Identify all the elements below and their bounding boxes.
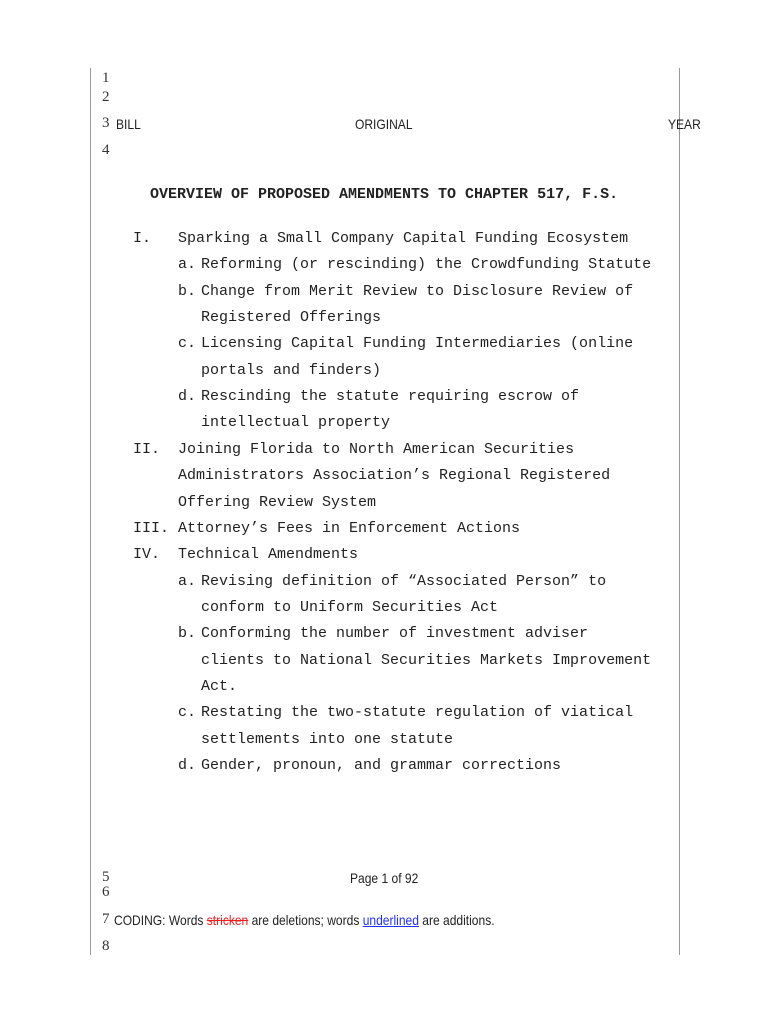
outline-marker: b. [178,282,197,300]
right-margin-line [679,68,680,955]
outline-marker: I. [133,230,152,247]
outline-marker: a. [178,572,197,590]
outline-item-text: Registered Offerings [201,309,382,327]
outline-marker: III. [133,519,170,537]
outline-item-text: settlements into one statute [201,730,454,748]
line-number: 3 [102,115,110,131]
outline-item-text: Sparking a Small Company Capital Funding Ecosystem [178,230,629,247]
outline-item-text: conform to Uniform Securities Act [201,598,499,616]
outline-marker: c. [178,335,197,353]
outline-item-text: intellectual property [201,414,391,432]
outline-marker: b. [178,625,197,643]
outline-marker: c. [178,704,197,722]
line-number: 4 [102,142,110,158]
header-bill: BILL [116,116,141,132]
stricken-example: stricken [206,912,249,928]
outline-item-text: portals and finders) [201,361,382,379]
coding-mid: are deletions; words [248,912,363,928]
outline-item-text: Joining Florida to North American Securities [178,440,575,458]
outline-item-text: Reforming (or rescinding) the Crowdfunding Statute [201,256,652,274]
line-number: 5 [102,869,110,885]
left-margin-line [90,68,91,955]
outline-item-text: Act. [201,677,238,695]
outline-marker: IV. [133,546,161,564]
line-number: 2 [102,89,110,105]
outline-item-text: clients to National Securities Markets Improvement [201,651,652,669]
outline-item-text: Restating the two-statute regulation of viatical [201,704,634,722]
line-number: 8 [102,938,110,954]
outline-item-text: Licensing Capital Funding Intermediaries (online [201,335,634,353]
coding-prefix: CODING: Words [114,912,207,928]
outline-item-text: Change from Merit Review to Disclosure Review of [201,282,634,300]
page-number: Page 1 of 92 [350,870,419,886]
outline-marker: d. [178,388,197,406]
outline-marker: a. [178,256,197,274]
line-number: 7 [102,911,110,927]
line-number: 6 [102,884,110,900]
outline-marker: d. [178,757,197,774]
outline-item-text: Technical Amendments [178,546,359,564]
header-original: ORIGINAL [355,116,413,132]
document-title: OVERVIEW OF PROPOSED AMENDMENTS TO CHAPTER 517, F.S. [150,186,619,203]
outline-item-text: Revising definition of “Associated Person” to [201,572,607,590]
header-year: YEAR [668,116,701,132]
coding-legend [114,912,495,928]
outline-item-text: Offering Review System [178,493,377,511]
underlined-example: underlined [362,912,419,928]
outline-item-text: Administrators Association’s Regional Registered [178,467,611,485]
outline-item-text: Gender, pronoun, and grammar corrections [201,757,562,774]
coding-suffix: are additions. [418,912,495,928]
line-number: 1 [102,70,110,86]
outline-item-text: Attorney’s Fees in Enforcement Actions [178,519,521,537]
outline-item-text: Conforming the number of investment adviser [201,625,589,643]
outline-item-text: Rescinding the statute requiring escrow of [201,388,580,406]
outline-marker: II. [133,440,161,458]
